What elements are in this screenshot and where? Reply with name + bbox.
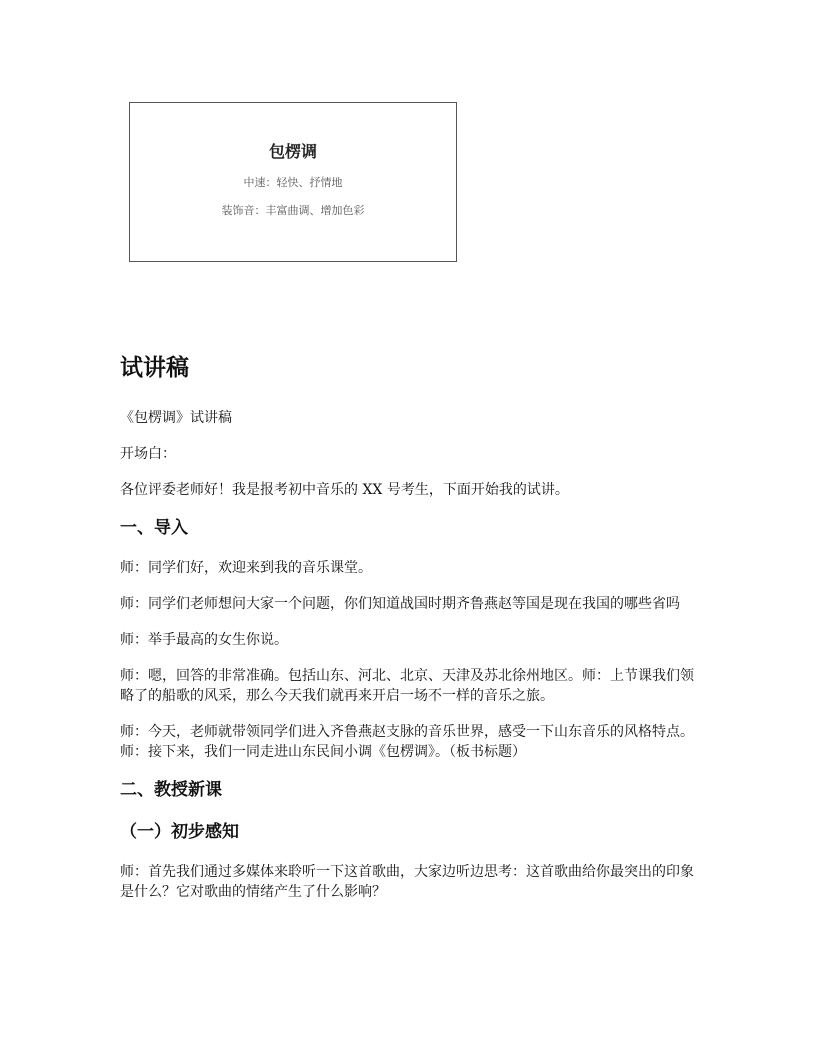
document-title: 试讲稿 — [120, 354, 189, 381]
paragraph: 师：嗯，回答的非常准确。包括山东、河北、北京、天津及苏北徐州地区。师：上节课我们领略了的船歌的风采，那么今天我们就再来开启一场不一样的音乐之旅。 — [120, 668, 694, 704]
paragraph: 师：今天，老师就带领同学们进入齐鲁燕赵支脉的音乐世界，感受一下山东音乐的风格特点。师：接下来，我们一同走进山东民间小调《包楞调》。（板书标题） — [120, 724, 694, 760]
paragraph: 师：同学们老师想问大家一个问题，你们知道战国时期齐鲁燕赵等国是现在我国的哪些省吗 — [120, 596, 680, 612]
document-subtitle: 《包楞调》试讲稿 — [120, 410, 232, 426]
section-heading-intro: 一、导入 — [120, 518, 188, 538]
blackboard-frame — [129, 102, 457, 262]
section-heading-new-lesson: 二、教授新课 — [120, 780, 222, 800]
opening-paragraph: 各位评委老师好！我是报考初中音乐的 XX 号考生，下面开始我的试讲。 — [120, 482, 569, 498]
paragraph: 师：同学们好，欢迎来到我的音乐课堂。 — [120, 560, 372, 576]
paragraph: 师：举手最高的女生你说。 — [120, 632, 288, 648]
paragraph: 师：首先我们通过多媒体来聆听一下这首歌曲，大家边听边思考：这首歌曲给你最突出的印象是什么？它对歌曲的情绪产生了什么影响？ — [120, 864, 694, 900]
subsection-heading-perception: （一）初步感知 — [120, 822, 239, 842]
document-body — [120, 350, 700, 918]
opening-label: 开场白： — [120, 446, 176, 462]
board-tempo-note: 中速：轻快、抒情地 — [243, 176, 343, 189]
board-title: 包楞调 — [268, 142, 317, 161]
board-ornament-note: 装饰音：丰富曲调、增加色彩 — [221, 204, 365, 217]
